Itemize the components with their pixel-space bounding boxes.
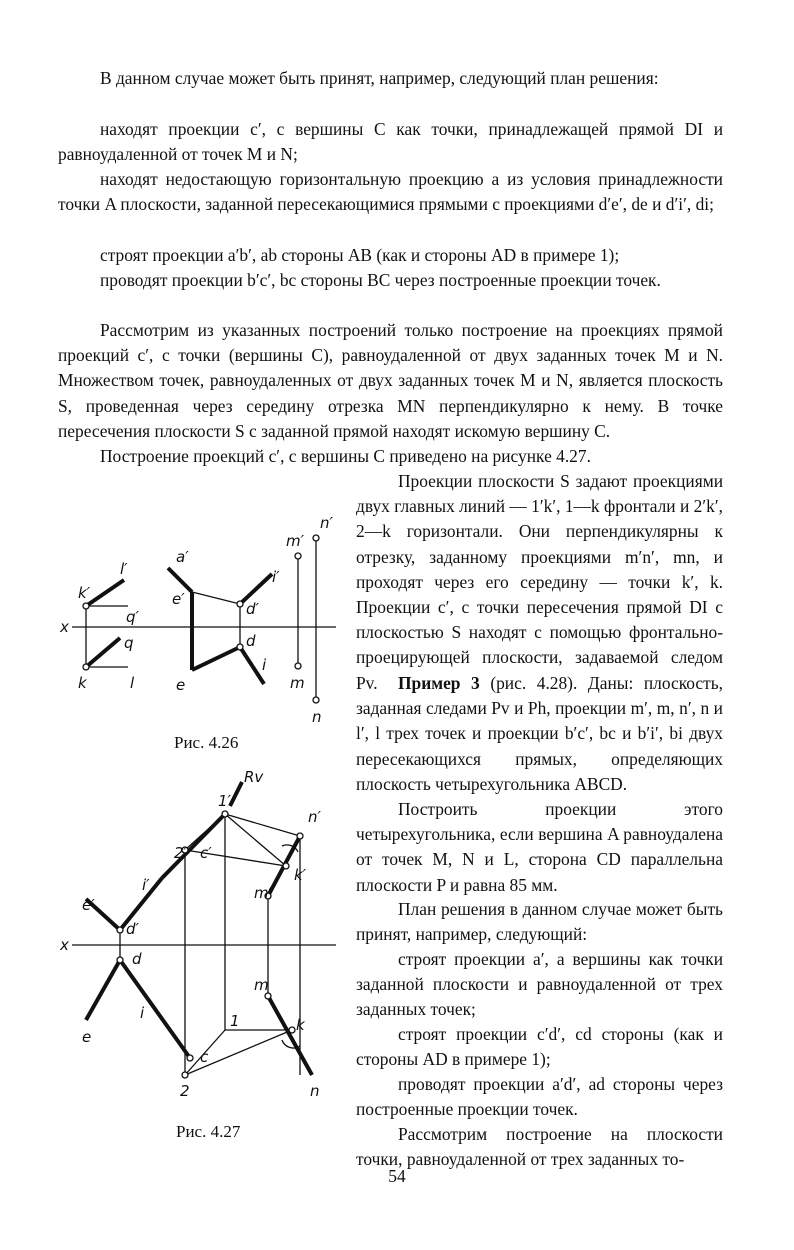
paragraph-final: Рассмотрим построение на плоскости точки, равноудаленной от трех заданных то- — [356, 1124, 723, 1170]
fig27-point-c-top — [187, 1055, 193, 1061]
label-e: e — [176, 676, 186, 694]
example-text: (рис. 4.28). Даны: плоскость, заданная следами Pv и Ph, проекции m′, m, n′, n и l′, l трех точек и проекции b′c′, bc и b′i′, bi двух пересекающихся прямых, определяющих плоскость четырехугольника ABCD. — [356, 673, 723, 794]
label-m: m — [290, 674, 305, 692]
fig27-point-n-front — [297, 833, 303, 839]
caption-fig-4-26: Рис. 4.26 — [174, 733, 239, 752]
paragraph-step-2: находят недостающую горизонтальную проекцию a из условия принадлежности точки A плоскости, заданной пересекающимися прямыми с проекциями d′e′, de и d′i′, di; — [58, 169, 723, 215]
fig27-point-d-front — [117, 927, 123, 933]
label-m-prime: m′ — [286, 532, 305, 550]
paragraph-plan-step-2: строят проекции c′d′, cd стороны (как и стороны AD в примере 1); — [356, 1024, 723, 1070]
example-label: Пример 3 — [398, 673, 480, 693]
fig26-line-k-q-top — [86, 638, 120, 667]
label-1-prime: 1′ — [218, 792, 231, 810]
fig27-line-d-i-top — [120, 960, 190, 1058]
label-q-prime: q′ — [126, 608, 139, 626]
label-d-prime-27: d′ — [126, 920, 139, 938]
label-d: d — [246, 632, 256, 650]
label-2-prime: 2′ — [174, 844, 187, 862]
label-l: l — [130, 674, 135, 692]
paragraph-plan: План решения в данном случае может быть принят, например, следующий: — [356, 899, 723, 945]
label-1-27: 1 — [230, 1012, 240, 1030]
label-i: i — [262, 656, 267, 674]
paragraph-construction: Построение проекций c′, c вершины C приведено на рисунке 4.27. — [100, 446, 591, 466]
figure-4-26 — [59, 514, 336, 726]
label-m-prime-27: m′ — [254, 884, 273, 902]
fig27-point-k-front — [283, 863, 289, 869]
fig27-point-k-top — [289, 1027, 295, 1033]
fig27-line-i-1-front — [162, 814, 225, 878]
figure-4-27 — [59, 768, 336, 1100]
paragraph-consider: Рассмотрим из указанных построений только построение на проекциях прямой проекций c′, c точки (вершины C), равноудаленной от двух заданных точек M и N. Множеством точек, равноудаленных от двух заданных точек M и N, является плоскость S, проведенная через середину отрезка MN перпендикулярно к нему. В точке пересечения плоскости S с заданной прямой находят искомую вершину C. — [58, 320, 723, 441]
paragraph-task: Построить проекции этого четырехугольника, если вершина A равноудалена от точек M, N и L, сторона CD параллельна плоскости P и равна 85 мм. — [356, 799, 723, 895]
paragraph-step-1: находят проекции c′, c вершины C как точки, принадлежащей прямой DI и равноудаленной от точек M и N; — [58, 119, 723, 165]
fig27-point-1-front — [222, 811, 228, 817]
label-n-27: n — [310, 1082, 320, 1100]
label-e-27: e — [82, 1028, 92, 1046]
label-m-27: m — [254, 976, 269, 994]
label-d-prime: d′ — [246, 600, 259, 618]
label-rv: Rv — [244, 768, 264, 786]
label-c-prime: c′ — [200, 844, 212, 862]
fig27-point-d-top — [117, 957, 123, 963]
label-i-prime-27: i′ — [142, 876, 150, 894]
label-k-prime-27: k′ — [294, 866, 307, 884]
paragraph-plan-step-3: проводят проекции a′d′, ad стороны через построенные проекции точек. — [356, 1074, 723, 1120]
label-k: k — [78, 674, 87, 692]
label-x-27: x — [60, 936, 69, 954]
fig26-point-k-front — [83, 603, 89, 609]
fig27-line-m-n-top — [268, 996, 312, 1075]
fig26-line-e-d-top — [192, 647, 240, 670]
label-c-27: c — [200, 1048, 209, 1066]
paragraph-step-3: строят проекции a′b′, ab стороны AB (как и стороны AD в примере 1); — [100, 245, 620, 265]
fig26-line-k-l-front — [86, 580, 124, 606]
paragraph-intro: В данном случае может быть принят, например, следующий план решения: — [100, 68, 659, 88]
label-e-prime-27: e′ — [82, 896, 95, 914]
label-i-prime: i′ — [272, 568, 280, 586]
page-number: 54 — [388, 1166, 406, 1186]
fig26-point-n-top — [313, 697, 319, 703]
paragraph-step-4: проводят проекции b′c′, bc стороны BC через построенные проекции точек. — [100, 270, 661, 290]
paragraph-plan-step-1: строят проекции a′, a вершины как точки заданной плоскости и равноудаленной от трех заданных точек; — [356, 949, 723, 1020]
fig27-line-1-n-front — [225, 814, 300, 836]
fig26-point-k-top — [83, 664, 89, 670]
fig26-line-e-d-front — [192, 592, 240, 604]
label-e-prime: e′ — [172, 590, 185, 608]
label-a-prime: a′ — [176, 548, 189, 566]
label-n: n — [312, 708, 322, 726]
fig26-line-a-e — [168, 568, 192, 592]
label-q: q — [124, 634, 134, 652]
fig27-line-e-d-top — [86, 960, 120, 1020]
fig26-point-n-front — [313, 535, 319, 541]
fig27-point-2-top — [182, 1072, 188, 1078]
fig26-point-m-top — [295, 663, 301, 669]
label-l-prime: l′ — [120, 560, 128, 578]
label-i-27: i — [140, 1004, 145, 1022]
caption-fig-4-27: Рис. 4.27 — [176, 1122, 241, 1141]
fig27-trace-rv — [230, 782, 242, 806]
label-n-prime-27: n′ — [308, 808, 321, 826]
fig26-point-m-front — [295, 553, 301, 559]
label-x: x — [60, 618, 69, 636]
fig26-point-d-front — [237, 601, 243, 607]
paragraph-plane-s: Проекции плоскости S задают проекциями двух главных линий — 1′k′, 1—k фронтали и 2′k′, 2—k горизонтали. Они перпендикулярны к отрезку, заданному проекциями m′n′, mn, и проходят через его середину — точки k′, k. Проекции c′, c точки пересечения прямой DI с плоскостью S находят с помощью фронтально-проецирующей плоскости, задаваемой следом Pv. — [356, 471, 723, 693]
label-k-prime: k′ — [78, 584, 91, 602]
label-k-27: k — [296, 1016, 305, 1034]
label-d-27: d — [132, 950, 142, 968]
label-n-prime: n′ — [320, 514, 333, 532]
fig26-line-d-i-top — [240, 647, 264, 684]
label-2-27: 2 — [180, 1082, 190, 1100]
fig26-point-d-top — [237, 644, 243, 650]
